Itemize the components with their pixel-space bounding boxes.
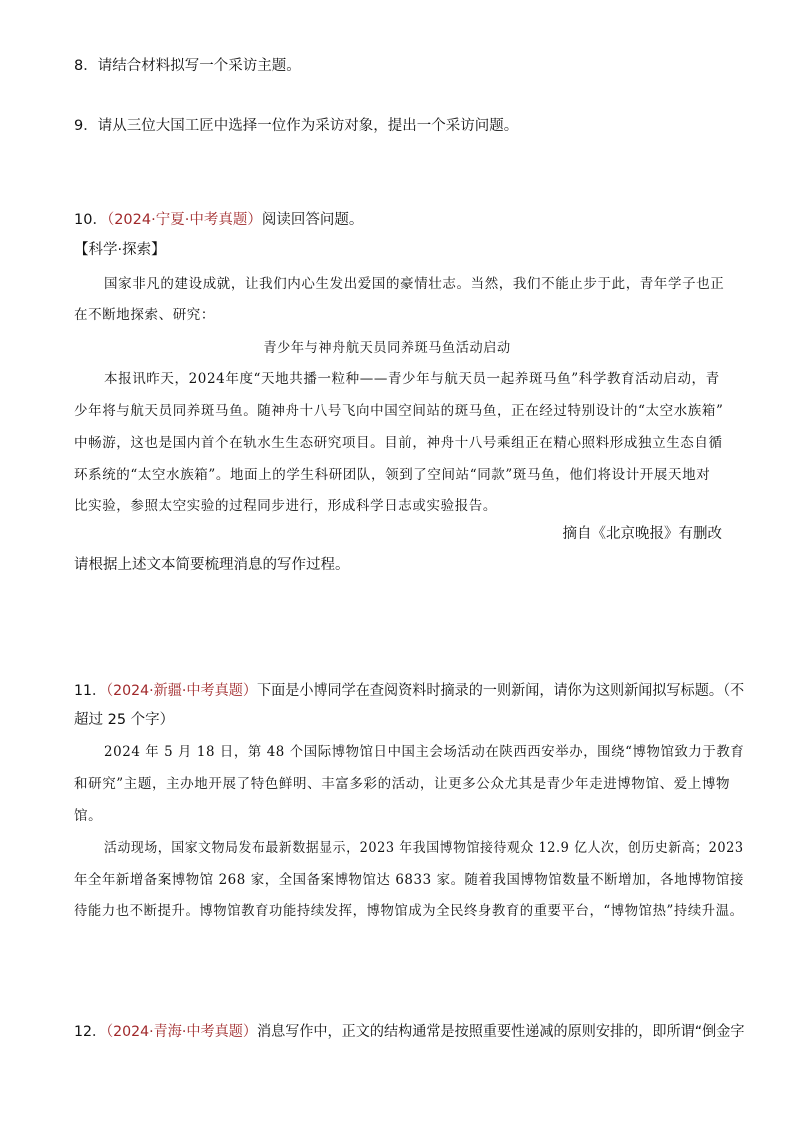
- exam-source-tag: （2024·宁夏·中考真题）: [106, 212, 262, 228]
- question-number: 10．: [74, 212, 107, 228]
- question-prompt: 消息写作中，正文的结构通常是按照重要性递减的原则安排的，即所谓“倒金字: [256, 1024, 745, 1040]
- news-para-line: 2024 年 5 月 18 日，第 48 个国际博物馆日中国主会场活动在陕西西安举办，围绕“博物馆致力于教育: [104, 744, 745, 760]
- news-body-line: 中畅游，这也是国内首个在轨水生生态研究项目。目前，神舟十八号乘组正在精心照料形成独立生态自循: [74, 435, 723, 451]
- news-para-line: 待能力也不断提升。博物馆教育功能持续发挥，博物馆成为全民终身教育的重要平台，“博物馆热”持续升温。: [74, 903, 744, 919]
- intro-line: 在不断地探索、研究：: [74, 307, 215, 323]
- news-para-line: 年全年新增备案博物馆 268 家，全国备案博物馆达 6833 家。随着我国博物馆数量不断增加，各地博物馆接: [74, 872, 745, 888]
- news-body-line: 本报讯昨天，2024年度“天地共播一粒种——青少年与航天员一起养斑马鱼”科学教育活动启动，青: [104, 371, 720, 387]
- news-para-line: 馆。: [74, 808, 103, 824]
- news-body-line: 比实验，参照太空实验的过程同步进行，形成科学日志或实验报告。: [74, 498, 497, 514]
- question-8-text: 8．请结合材料拟写一个采访主题。: [74, 58, 301, 74]
- question-prompt-cont: 超过 25 个字）: [74, 712, 175, 728]
- section-heading: 【科学·探索】: [74, 242, 166, 258]
- question-9-text: 9．请从三位大国工匠中选择一位作为采访对象，提出一个采访问题。: [74, 118, 519, 134]
- question-prompt: 下面是小博同学在查阅资料时摘录的一则新闻，请你为这则新闻拟写标题。（不: [256, 683, 745, 699]
- news-body-line: 环系统的“太空水族箱”。地面上的学生科研团队，领到了空间站“同款”斑马鱼，他们将设计开展天地对: [74, 467, 711, 483]
- news-para-line: 活动现场，国家文物局发布最新数据显示，2023 年我国博物馆接待观众 12.9 亿人次，创历史新高；2023: [104, 840, 744, 856]
- question-10-header: [74, 210, 363, 230]
- exam-source-tag: （2024·青海·中考真题）: [106, 1024, 257, 1040]
- news-para-line: 和研究”主题，主办地开展了特色鲜明、丰富多彩的活动，让更多公众尤其是青少年走进博物馆、爱上博物: [74, 776, 731, 792]
- source-citation: 摘自《北京晚报》有删改: [562, 526, 722, 542]
- news-body-line: 少年将与航天员同养斑马鱼。随神舟十八号飞向中国空间站的斑马鱼，正在经过特别设计的“太空水族箱”: [74, 403, 724, 419]
- question-11-header: [74, 681, 744, 701]
- question-number: 11．: [74, 683, 107, 699]
- question-prompt: 阅读回答问题。: [261, 212, 364, 228]
- intro-line: 国家非凡的建设成就，让我们内心生发出爱国的豪情壮志。当然，我们不能止步于此，青年学子也正: [104, 276, 725, 292]
- news-title: 青少年与神舟航天员同养斑马鱼活动启动: [263, 340, 511, 356]
- question-12-header: [74, 1022, 744, 1042]
- question-number: 12．: [74, 1024, 107, 1040]
- question-10-ask: 请根据上述文本简要梳理消息的写作过程。: [74, 557, 350, 573]
- exam-source-tag: （2024·新疆·中考真题）: [106, 683, 257, 699]
